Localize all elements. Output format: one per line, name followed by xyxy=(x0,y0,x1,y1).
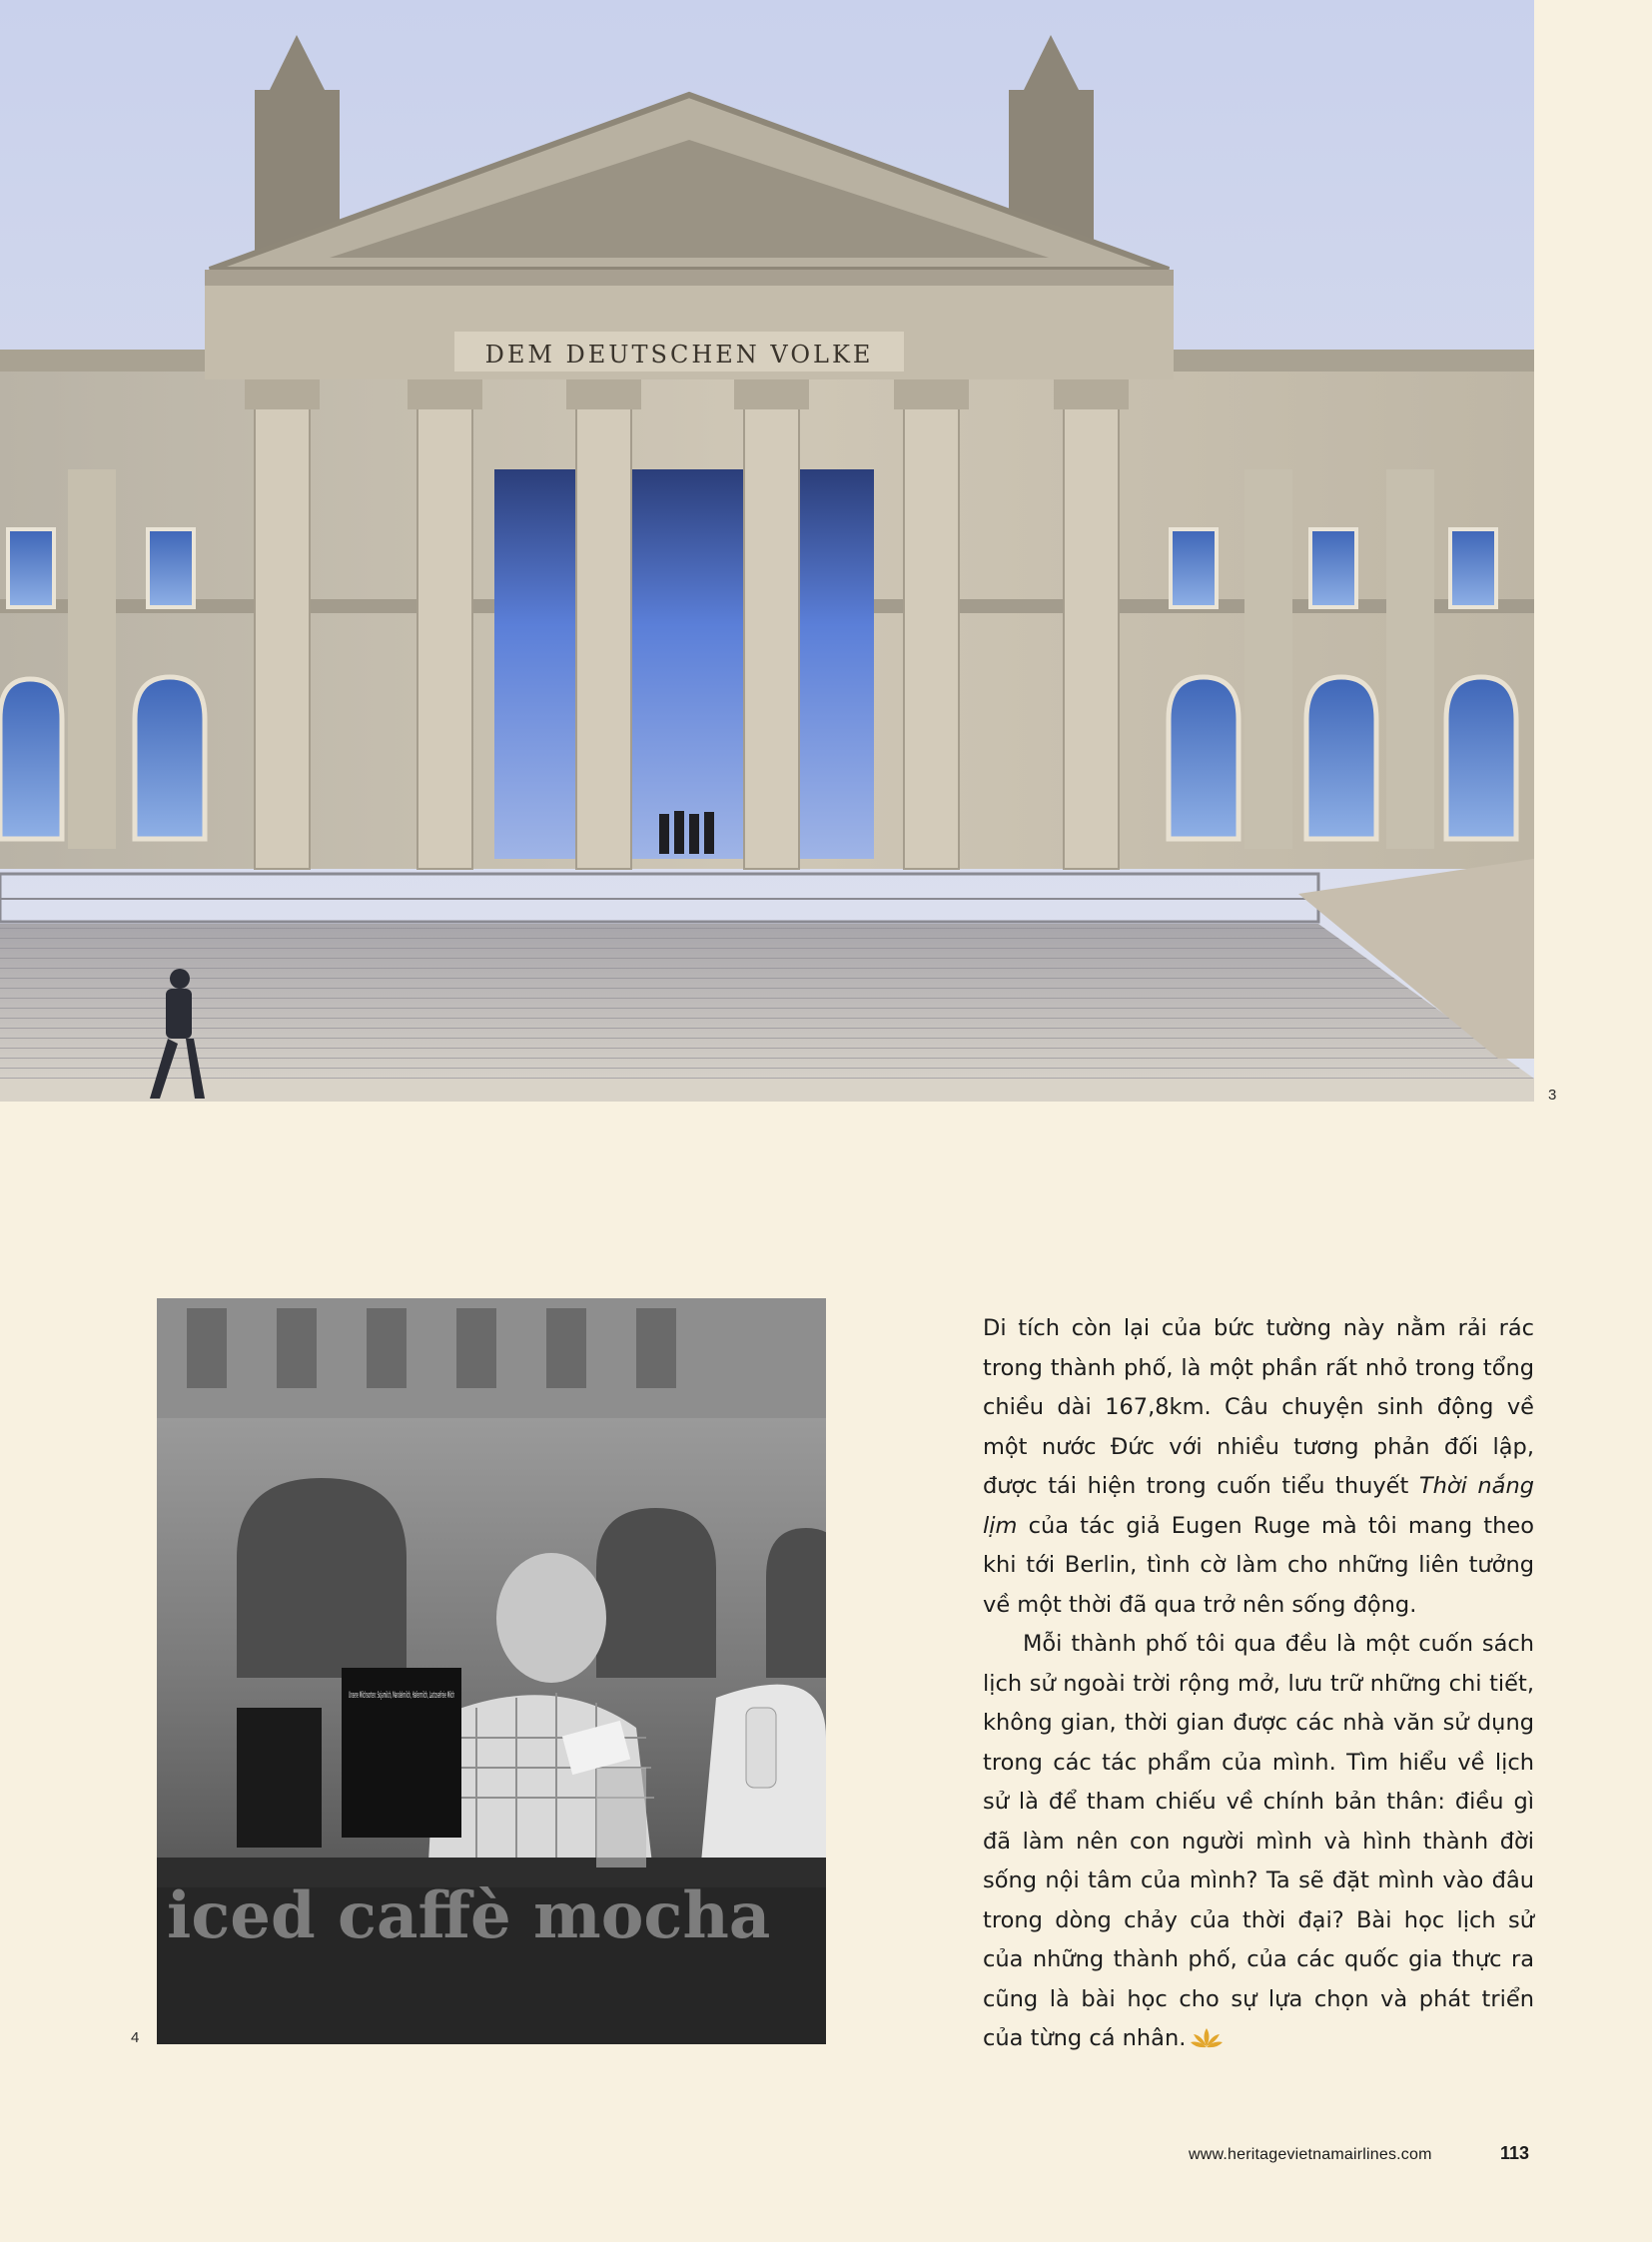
article-paragraph-1 xyxy=(983,1309,1534,1625)
article-body xyxy=(983,1309,1534,2059)
photo-4-caption-number: 4 xyxy=(131,2029,140,2046)
book-title: Thời nắng lịm xyxy=(983,1473,1534,1539)
window-lettering: iced caffè mocha xyxy=(167,1878,771,1953)
inscription-text: DEM DEUTSCHEN VOLKE xyxy=(484,341,874,369)
reichstag-photo xyxy=(0,0,1534,1102)
paragraph-1-text-b: của tác giả Eugen Ruge mà tôi mang theo khi tới Berlin, tình cờ làm cho những liên tưởng về một thời đã qua trở nên sống động. xyxy=(983,1512,1534,1618)
page-number: 113 xyxy=(1500,2143,1530,2163)
paragraph-1-text-a: Di tích còn lại của bức tường này nằm rải rác trong thành phố, là một phần rất nhỏ trong tổng chiều dài 167,8km. Câu chuyện sinh động về một nước Đức với nhiều tương phản đối lập, được tái hiện trong cuốn tiểu thuyết xyxy=(983,1315,1534,1499)
article-paragraph-2 xyxy=(983,1625,1534,2059)
cafe-photo xyxy=(157,1298,826,2044)
footer-website-link[interactable]: www.heritagevietnamairlines.com xyxy=(1189,2146,1432,2163)
paragraph-2-text: Mỗi thành phố tôi qua đều là một cuốn sách lịch sử ngoài trời rộng mở, lưu trữ những chi tiết, không gian, thời gian được các nhà văn sử dụng trong các tác phẩm của mình. Tìm hiểu về lịch sử là để tham chiếu về chính bản thân: điều gì đã làm nên con người mình và hình thành đời sống nội tâm của mình? Ta sẽ đặt mình vào đâu trong dòng chảy của thời đại? Bài học lịch sử của những thành phố, của các quốc gia thực ra cũng là bài học cho sự lựa chọn và phát triển của từng cá nhân. xyxy=(983,1631,1534,2051)
lotus-icon xyxy=(1190,2026,1224,2050)
photo-3-caption-number: 3 xyxy=(1548,1087,1557,1104)
menu-board-text: Unsere Milchsorten: Sojamilch, Mandelmilch, Hafermilch, Lactosefreie Milch xyxy=(349,1691,454,1701)
